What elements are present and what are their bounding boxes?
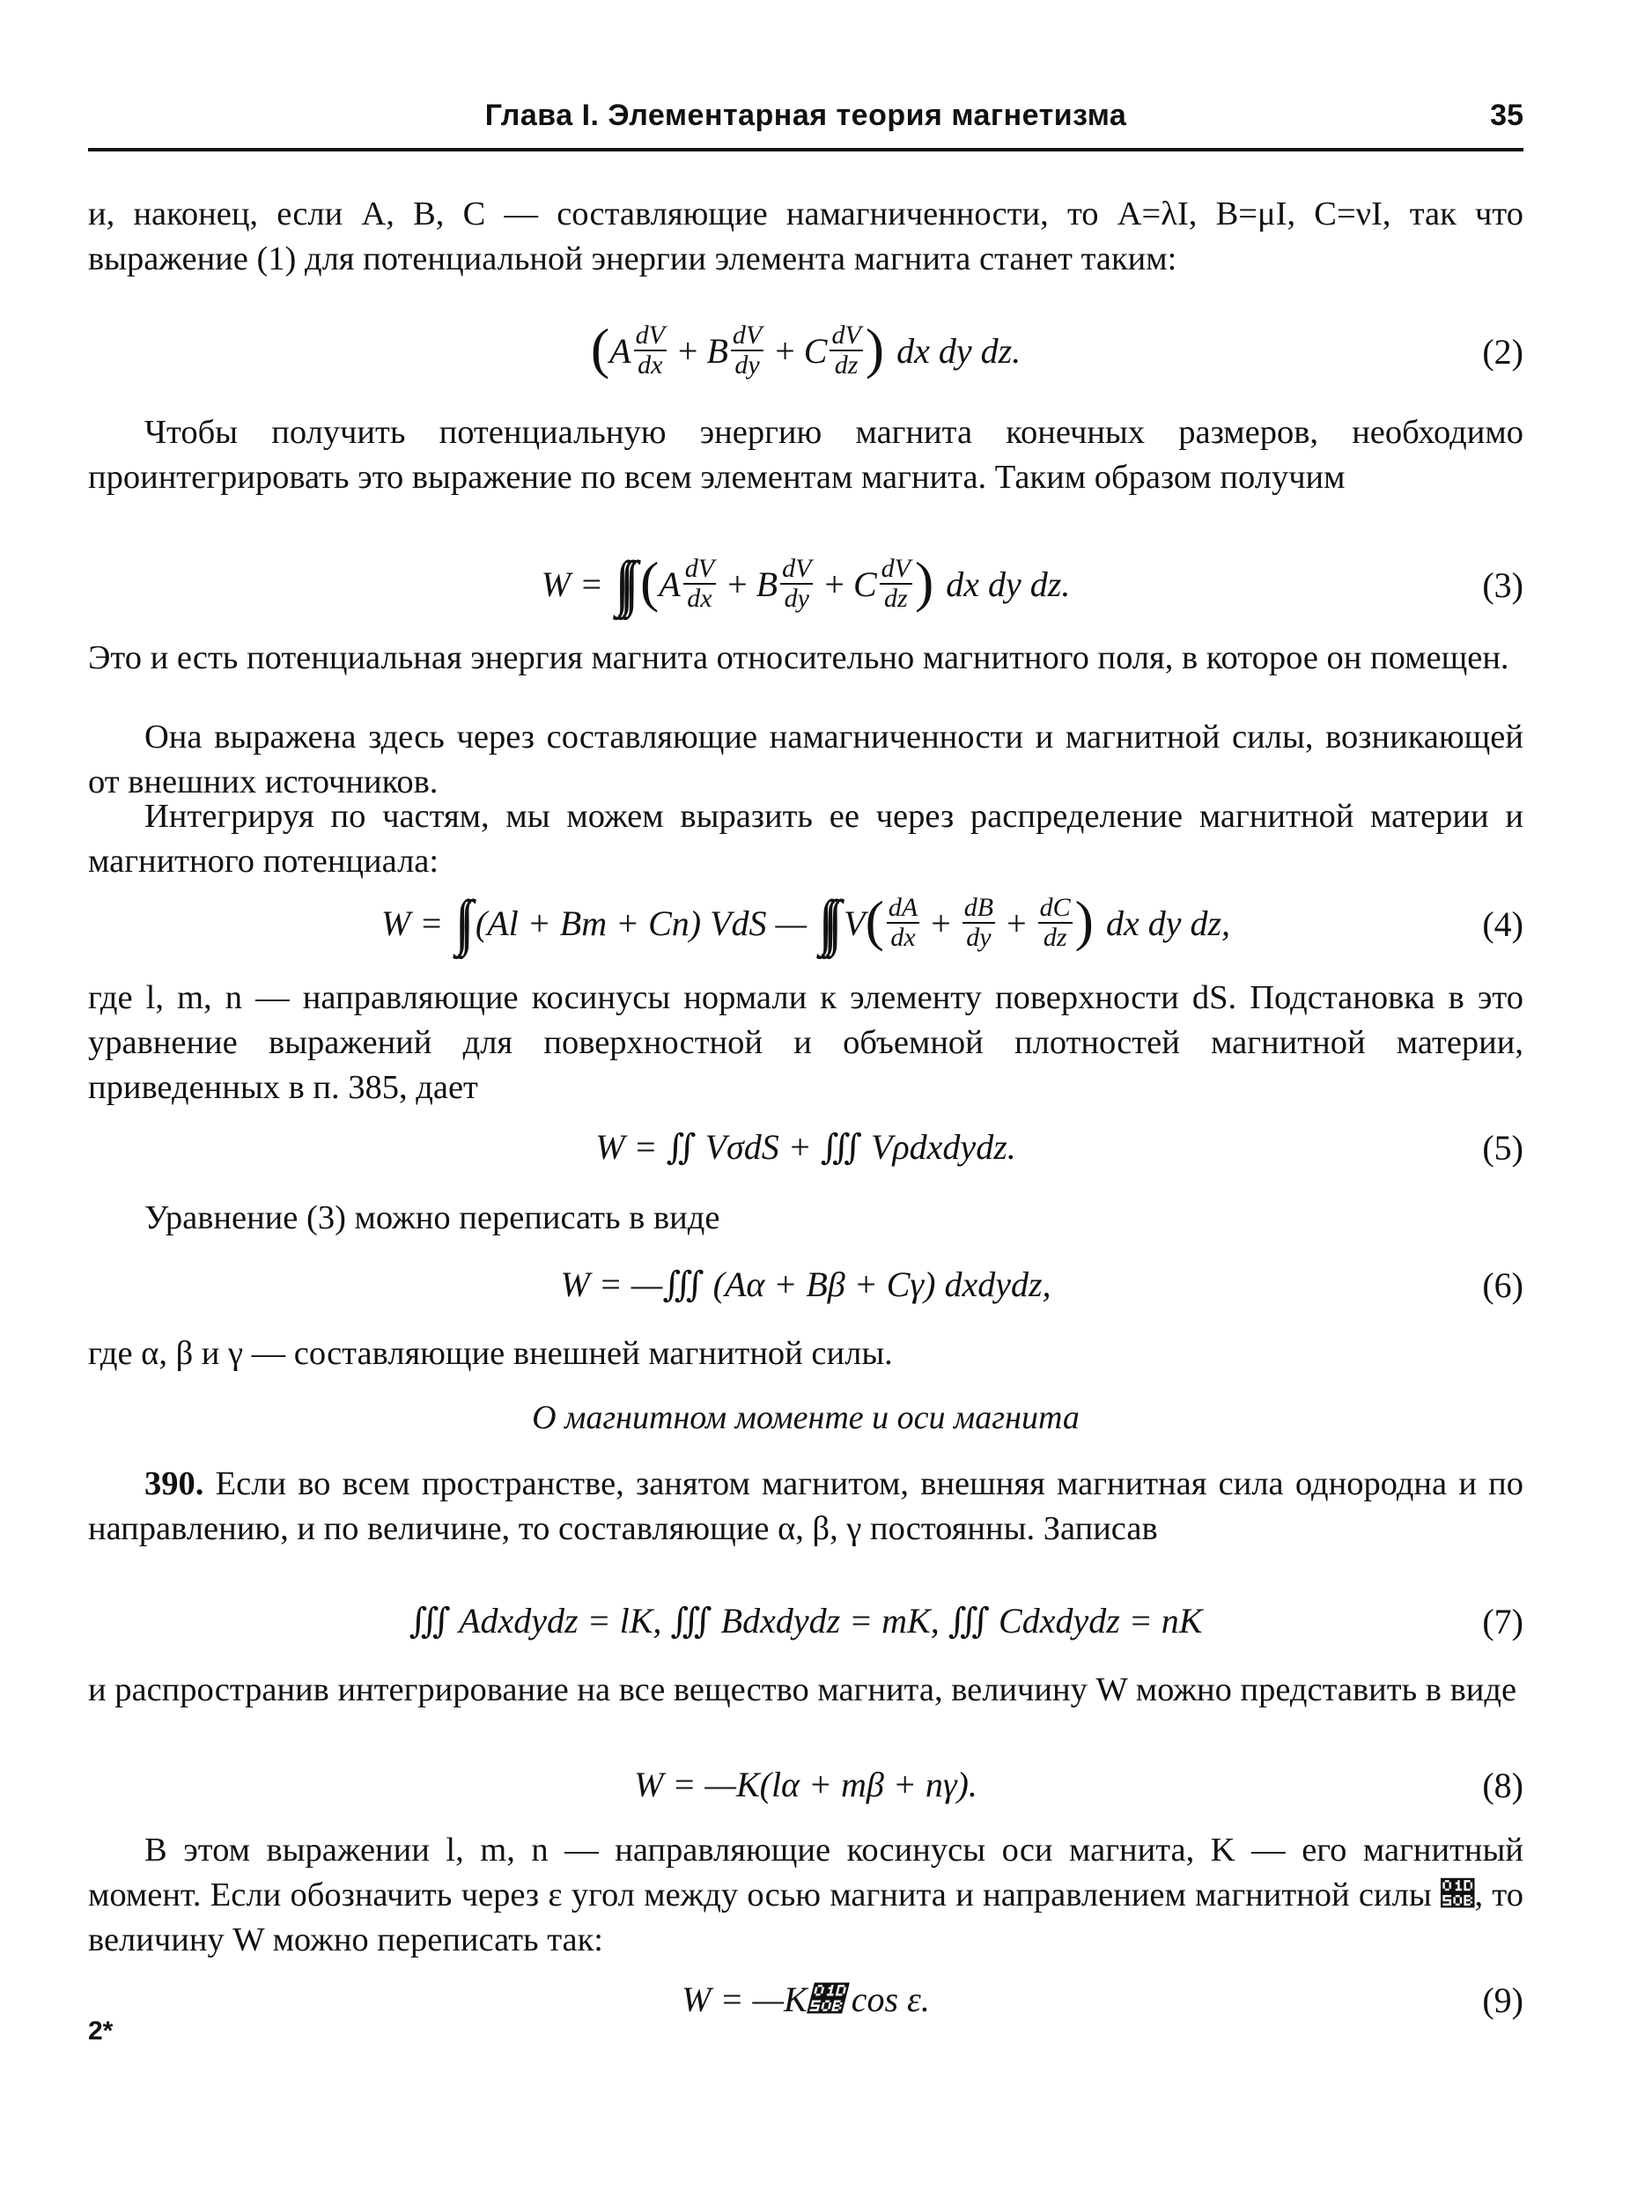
paragraph-8-block xyxy=(88,1331,1523,1376)
paragraph-10: и распространив интегрирование на все вещество магнита, величину W можно представить в виде xyxy=(88,1671,1517,1708)
equation-8 xyxy=(88,1749,1523,1819)
paragraph-9-text: Если во всем пространстве, занятом магнитом, внешняя магнитная сила однородна и по направлению, и по величине, то составляющие α, β, γ постоянны. Записав xyxy=(88,1465,1524,1547)
equation-2 xyxy=(88,315,1523,386)
section-subheading: О магнитном моменте и оси магнита xyxy=(532,1399,1080,1436)
paragraph-9-block xyxy=(88,1462,1523,1552)
paragraph-2: Чтобы получить потенциальную энергию магнита конечных размеров, необходимо проинтегрировать это выражение по всем элементам магнита. Таким образом получим xyxy=(88,414,1523,496)
equation-8-number: (8) xyxy=(1482,1766,1523,1805)
equation-5-number: (5) xyxy=(1482,1128,1523,1168)
paragraph-10-block xyxy=(88,1668,1523,1713)
paragraph-5-block xyxy=(88,794,1523,884)
equation-4-number: (4) xyxy=(1482,904,1523,944)
equation-4-vol: V xyxy=(844,903,866,943)
paragraph-3: Это и есть потенциальная энергия магнита относительно магнитного поля, в которое он помещен. xyxy=(88,639,1509,676)
equation-9 xyxy=(88,1964,1523,2034)
paragraph-9 xyxy=(88,1462,1523,1552)
equation-2-formula: ( A $\frac{dV}{dx}$ + B $\frac{dV}{dy}$ + C $\frac{dV}{dz}$ ) dx dy dz. xyxy=(590,317,1021,380)
paragraph-2-block xyxy=(88,410,1523,500)
equation-3-lhs: W = xyxy=(541,564,603,604)
equation-8-formula: W = —K(lα + mβ + nγ). xyxy=(634,1764,977,1804)
section-number: 390. xyxy=(144,1465,204,1502)
equation-3-number: (3) xyxy=(1482,565,1523,605)
paragraph-4-block xyxy=(88,715,1523,805)
page-number: 35 xyxy=(1490,99,1523,132)
equation-4-surface: (Al + Bm + Cn) VdS — xyxy=(475,903,808,943)
paragraph-1: и, наконец, если A, B, C — составляющие намагниченности, то A=λI, B=μI, C=νI, так что выражение (1) для потенциальной энергии элемента магнита станет таким: xyxy=(88,195,1523,277)
paragraph-6-block xyxy=(88,976,1523,1110)
equation-4 xyxy=(88,888,1523,958)
equation-9-number: (9) xyxy=(1482,1980,1523,2020)
paragraph-4: Она выражена здесь через составляющие намагниченности и магнитной силы, возникающей от внешних источников. xyxy=(88,719,1523,800)
equation-4-lhs: W = xyxy=(380,903,444,943)
chapter-title: Глава I. Элементарная теория магнетизма xyxy=(484,99,1127,132)
equation-9-formula: W = —K𝔋 cos ε. xyxy=(682,1979,930,2019)
running-header xyxy=(88,95,1523,151)
equation-5 xyxy=(88,1111,1523,1182)
equation-7 xyxy=(88,1585,1523,1655)
signature-mark: 2* xyxy=(88,2017,114,2046)
paragraph-7-block xyxy=(88,1196,1523,1241)
equation-3-formula: W = ∫∫∫ ( A $\frac{dV}{dx}$ + B $\frac{dV}{dy}$ + C $\frac{dV}{dz}$ ) dx dy dz. xyxy=(541,549,1071,618)
paragraph-8: где α, β и γ — составляющие внешней магнитной силы. xyxy=(88,1335,893,1372)
equation-6-formula: W = —∭ (Aα + Bβ + Cγ) dxdydz, xyxy=(560,1264,1051,1304)
equation-5-formula: W = ∬ VσdS + ∭ Vρdxdydz. xyxy=(595,1126,1016,1167)
equation-4-formula: W = ∫∫ (Al + Bm + Cn) VdS — ∫∫∫ V ( $\frac{dA}{dx}$ + $\frac{dB}{dy}$ + $\frac{dC}{dz}$ ) dx dy dz, xyxy=(380,888,1231,957)
paragraph-11: В этом выражении l, m, n — направляющие косинусы оси магнита, K — его магнитный момент. Если обозначить через ε угол между осью магнита и направлением магнитной силы 𝔋, то величину W можно переписать так: xyxy=(88,1832,1523,1958)
paragraph-7: Уравнение (3) можно переписать в виде xyxy=(144,1199,720,1236)
paragraph-6: где l, m, n — направляющие косинусы нормали к элементу поверхности dS. Подстановка в это уравнение выражений для поверхностной и объемной плотностей магнитной материи, приведенных в п. 385, дает xyxy=(88,979,1523,1106)
equation-4-tail: dx dy dz, xyxy=(1105,903,1231,943)
paragraph-1-block xyxy=(88,192,1523,282)
equation-2-tail: dx dy dz. xyxy=(896,330,1021,371)
equation-3 xyxy=(88,549,1523,619)
equation-6 xyxy=(88,1249,1523,1319)
paragraph-11-block xyxy=(88,1828,1523,1963)
equation-6-number: (6) xyxy=(1482,1265,1523,1305)
equation-2-number: (2) xyxy=(1482,332,1523,372)
equation-7-formula: ∭ Adxdydz = lK, ∭ Bdxdydz = mK, ∭ Cdxdydz = nK xyxy=(409,1600,1203,1641)
paragraph-5: Интегрируя по частям, мы можем выразить ее через распределение магнитной материи и магнитного потенциала: xyxy=(88,798,1523,880)
paragraph-3-block xyxy=(88,636,1523,681)
equation-3-tail: dx dy dz. xyxy=(946,564,1071,604)
equation-7-number: (7) xyxy=(1482,1602,1523,1641)
